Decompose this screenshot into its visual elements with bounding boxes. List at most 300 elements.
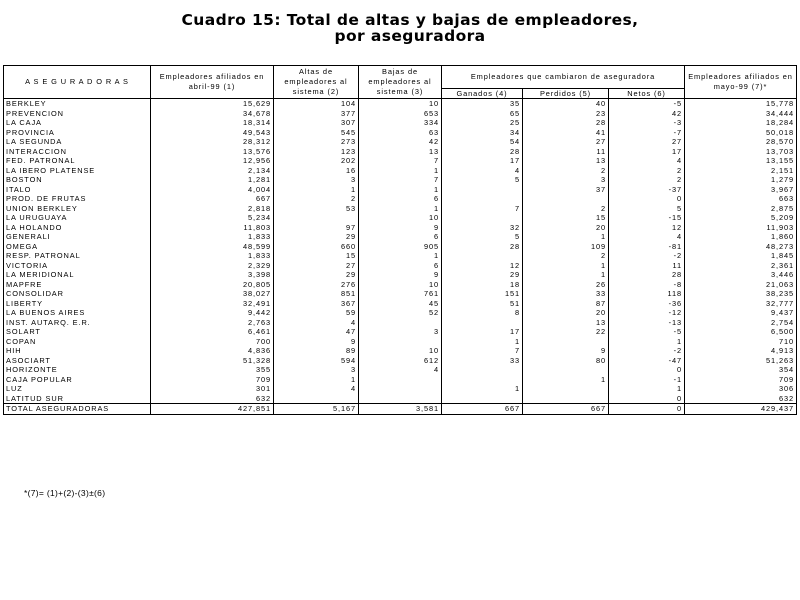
insurer-name-cell: LUZ [4,384,151,394]
value-cell: 2 [523,166,609,176]
value-cell: 3 [274,365,359,375]
insurer-name-cell: BOSTON [4,175,151,185]
value-cell: 38,235 [685,289,797,299]
value-cell: -5 [609,327,685,337]
value-cell: -13 [609,318,685,328]
total-row [4,404,797,415]
value-cell: 21,063 [685,280,797,290]
value-cell: 1 [523,270,609,280]
value-cell: 25 [442,118,523,128]
value-cell: 1,279 [685,175,797,185]
value-cell: 37 [523,185,609,195]
table-body [4,99,797,415]
value-cell: 16 [274,166,359,176]
header-col2: Altas de empleadores al sistema (2) [274,66,359,99]
insurer-name-cell: LA SEGUNDA [4,137,151,147]
value-cell: 6 [359,232,442,242]
value-cell: 2 [609,166,685,176]
value-cell: 18 [442,280,523,290]
value-cell: 11,903 [685,223,797,233]
table-row [4,289,797,299]
value-cell: 34 [442,128,523,138]
value-cell: 3 [359,327,442,337]
header-col3: Bajas de empleadores al sistema (3) [359,66,442,99]
value-cell: 13,576 [151,147,274,157]
insurer-name-cell: HORIZONTE [4,365,151,375]
value-cell: 3,967 [685,185,797,195]
insurer-name-cell: PREVENCION [4,109,151,119]
value-cell: 17 [442,327,523,337]
value-cell: 29 [442,270,523,280]
table-row [4,346,797,356]
header-perdidos: Perdidos (5) [523,89,609,99]
table-row [4,109,797,119]
value-cell: 20 [523,223,609,233]
value-cell: -36 [609,299,685,309]
value-cell: 2 [609,175,685,185]
table-row [4,99,797,109]
table-row [4,327,797,337]
value-cell: 28 [442,242,523,252]
value-cell: 1 [609,337,685,347]
value-cell: 276 [274,280,359,290]
value-cell: 1 [442,337,523,347]
value-cell: -8 [609,280,685,290]
value-cell: -37 [609,185,685,195]
value-cell [274,213,359,223]
value-cell: 13,155 [685,156,797,166]
value-cell [442,194,523,204]
value-cell [523,194,609,204]
value-cell: 13 [523,156,609,166]
value-cell: 11,803 [151,223,274,233]
value-cell: 3,446 [685,270,797,280]
value-cell [523,394,609,404]
value-cell: 65 [442,109,523,119]
value-cell: 35 [442,99,523,109]
data-table [3,65,797,415]
table-row [4,185,797,195]
value-cell: 51,263 [685,356,797,366]
value-cell [442,213,523,223]
value-cell: 49,543 [151,128,274,138]
value-cell: 1 [442,384,523,394]
value-cell: 4 [609,232,685,242]
table-row [4,242,797,252]
value-cell: 34,444 [685,109,797,119]
value-cell: 612 [359,356,442,366]
insurer-name-cell: LA URUGUAYA [4,213,151,223]
value-cell: 1 [274,375,359,385]
value-cell: 50,018 [685,128,797,138]
table-row [4,308,797,318]
value-cell: 1 [359,204,442,214]
value-cell: 11 [609,261,685,271]
value-cell: 27 [523,137,609,147]
value-cell: 28,312 [151,137,274,147]
value-cell: 429,437 [685,404,797,415]
value-cell: 7 [359,175,442,185]
value-cell [359,375,442,385]
value-cell: 427,851 [151,404,274,415]
value-cell: 7 [442,346,523,356]
value-cell: 42 [609,109,685,119]
insurer-name-cell: INTERACCION [4,147,151,157]
value-cell: 7 [442,204,523,214]
value-cell: 1 [523,375,609,385]
insurer-name-cell: UNION BERKLEY [4,204,151,214]
value-cell: 5,234 [151,213,274,223]
value-cell: 20,805 [151,280,274,290]
value-cell: 6 [359,194,442,204]
value-cell: 1,833 [151,251,274,261]
value-cell: 42 [359,137,442,147]
value-cell: -2 [609,346,685,356]
insurer-name-cell: LA CAJA [4,118,151,128]
value-cell: 2 [274,194,359,204]
value-cell: -81 [609,242,685,252]
insurer-name-cell: RESP. PATRONAL [4,251,151,261]
value-cell: 10 [359,213,442,223]
table-row [4,118,797,128]
insurer-name-cell: COPAN [4,337,151,347]
value-cell: 11 [523,147,609,157]
value-cell: 104 [274,99,359,109]
insurer-name-cell: LA BUENOS AIRES [4,308,151,318]
value-cell: 709 [151,375,274,385]
table-row [4,175,797,185]
value-cell: 4 [442,166,523,176]
value-cell: 700 [151,337,274,347]
value-cell [274,394,359,404]
value-cell: 9,442 [151,308,274,318]
value-cell [523,384,609,394]
value-cell: 15 [523,213,609,223]
value-cell: 761 [359,289,442,299]
value-cell [523,365,609,375]
value-cell: 63 [359,128,442,138]
page-title [0,12,800,44]
table-row [4,261,797,271]
value-cell: 663 [685,194,797,204]
value-cell: 29 [274,270,359,280]
value-cell: 3,581 [359,404,442,415]
value-cell: 33 [523,289,609,299]
header-col7: Empleadores afiliados en mayo-99 (7)* [685,66,797,99]
value-cell: 367 [274,299,359,309]
insurer-name-cell: LA IBERO PLATENSE [4,166,151,176]
value-cell: 32 [442,223,523,233]
value-cell: 4 [609,156,685,166]
value-cell: 2,329 [151,261,274,271]
table-row [4,194,797,204]
table-row [4,232,797,242]
value-cell: 9,437 [685,308,797,318]
insurer-name-cell: INST. AUTARQ. E.R. [4,318,151,328]
value-cell: -12 [609,308,685,318]
table-row [4,365,797,375]
value-cell: 355 [151,365,274,375]
insurer-name-cell: LATITUD SUR [4,394,151,404]
value-cell: 301 [151,384,274,394]
value-cell: -7 [609,128,685,138]
value-cell [442,251,523,261]
insurer-name-cell: CONSOLIDAR [4,289,151,299]
header-group-cambiaron: Empleadores que cambiaron de aseguradora [442,66,685,89]
value-cell [359,394,442,404]
value-cell: 905 [359,242,442,252]
value-cell: 1,833 [151,232,274,242]
value-cell: 9 [274,337,359,347]
value-cell: 29 [274,232,359,242]
table-row [4,356,797,366]
value-cell: -2 [609,251,685,261]
table-row [4,337,797,347]
insurer-name-cell: MAPFRE [4,280,151,290]
value-cell: 2,763 [151,318,274,328]
value-cell: 123 [274,147,359,157]
value-cell: 377 [274,109,359,119]
value-cell: 45 [359,299,442,309]
value-cell: 1 [523,232,609,242]
value-cell: 334 [359,118,442,128]
value-cell: 0 [609,394,685,404]
value-cell: 87 [523,299,609,309]
value-cell: 13 [359,147,442,157]
value-cell: 118 [609,289,685,299]
table-row [4,384,797,394]
value-cell: 109 [523,242,609,252]
insurer-name-cell: LIBERTY [4,299,151,309]
header-netos: Netos (6) [609,89,685,99]
value-cell: 23 [523,109,609,119]
value-cell: 9 [359,223,442,233]
value-cell [442,185,523,195]
value-cell: 710 [685,337,797,347]
value-cell: 32,777 [685,299,797,309]
value-cell: 1 [274,185,359,195]
header-col1: Empleadores afiliados en abril-99 (1) [151,66,274,99]
title-line-1: Cuadro 15: Total de altas y bajas de empleadores, [181,11,639,29]
value-cell: 3 [523,175,609,185]
table-row [4,213,797,223]
value-cell: 5,209 [685,213,797,223]
value-cell [359,318,442,328]
header-aseguradoras: A S E G U R A D O R A S [4,66,151,99]
value-cell: 851 [274,289,359,299]
value-cell: 1 [609,384,685,394]
table-row [4,166,797,176]
value-cell: 0 [609,365,685,375]
value-cell: 4 [359,365,442,375]
insurer-name-cell: PROD. DE FRUTAS [4,194,151,204]
value-cell: 17 [442,156,523,166]
value-cell [359,337,442,347]
insurer-name-cell: SOLART [4,327,151,337]
value-cell: 2,754 [685,318,797,328]
value-cell: 12 [609,223,685,233]
value-cell [442,365,523,375]
value-cell: 28 [609,270,685,280]
insurer-name-cell: OMEGA [4,242,151,252]
value-cell: 660 [274,242,359,252]
value-cell: 41 [523,128,609,138]
value-cell: 2,361 [685,261,797,271]
value-cell: 4 [274,318,359,328]
value-cell: 2,818 [151,204,274,214]
insurer-name-cell: ASOCIART [4,356,151,366]
value-cell: 6,461 [151,327,274,337]
insurer-name-cell: GENERALI [4,232,151,242]
value-cell: 6 [359,261,442,271]
value-cell: 54 [442,137,523,147]
value-cell: 15,629 [151,99,274,109]
value-cell [442,318,523,328]
insurer-name-cell: VICTORIA [4,261,151,271]
insurer-name-cell: LA HOLANDO [4,223,151,233]
value-cell: 10 [359,280,442,290]
value-cell: 709 [685,375,797,385]
value-cell: -15 [609,213,685,223]
table-row [4,128,797,138]
value-cell: 28,570 [685,137,797,147]
value-cell: 28 [442,147,523,157]
value-cell: 273 [274,137,359,147]
value-cell: 59 [274,308,359,318]
value-cell: 0 [609,404,685,415]
value-cell: 40 [523,99,609,109]
value-cell: 3 [274,175,359,185]
header-ganados: Ganados (4) [442,89,523,99]
insurer-name-cell: BERKLEY [4,99,151,109]
value-cell: 632 [151,394,274,404]
footnote: *(7)= (1)+(2)-(3)±(6) [24,488,106,498]
value-cell: 667 [151,194,274,204]
value-cell: 151 [442,289,523,299]
table-row [4,251,797,261]
value-cell: 307 [274,118,359,128]
value-cell: 15 [274,251,359,261]
value-cell: 1 [359,185,442,195]
value-cell: 667 [523,404,609,415]
value-cell: 53 [274,204,359,214]
value-cell: 1,845 [685,251,797,261]
value-cell: 51,328 [151,356,274,366]
value-cell: 48,599 [151,242,274,252]
insurer-name-cell: PROVINCIA [4,128,151,138]
value-cell: 18,284 [685,118,797,128]
value-cell: 2,875 [685,204,797,214]
value-cell [442,375,523,385]
value-cell: 2,134 [151,166,274,176]
value-cell: 0 [609,194,685,204]
table-row [4,280,797,290]
value-cell: 80 [523,356,609,366]
value-cell: 5 [442,232,523,242]
table-row [4,394,797,404]
value-cell: 1 [359,166,442,176]
value-cell: -47 [609,356,685,366]
value-cell [442,394,523,404]
value-cell: 18,314 [151,118,274,128]
value-cell: 653 [359,109,442,119]
value-cell: 27 [274,261,359,271]
value-cell: 38,027 [151,289,274,299]
value-cell: 5,167 [274,404,359,415]
value-cell: 632 [685,394,797,404]
value-cell: 2 [523,251,609,261]
value-cell: 545 [274,128,359,138]
table-row [4,318,797,328]
insurer-name-cell: HIH [4,346,151,356]
value-cell: 33 [442,356,523,366]
value-cell: 20 [523,308,609,318]
table-row [4,223,797,233]
insurer-name-cell: CAJA POPULAR [4,375,151,385]
value-cell: 4 [274,384,359,394]
title-line-2: por aseguradora [334,27,486,45]
table-row [4,270,797,280]
value-cell: 15,778 [685,99,797,109]
value-cell: 13,703 [685,147,797,157]
value-cell: 4,836 [151,346,274,356]
insurer-name-cell: FED. PATRONAL [4,156,151,166]
value-cell: 10 [359,346,442,356]
value-cell: 32,491 [151,299,274,309]
value-cell: 1,860 [685,232,797,242]
value-cell: -1 [609,375,685,385]
value-cell: 1,281 [151,175,274,185]
value-cell: 13 [523,318,609,328]
table-row [4,375,797,385]
value-cell: 5 [442,175,523,185]
value-cell: 667 [442,404,523,415]
insurer-name-cell: TOTAL ASEGURADORAS [4,404,151,415]
value-cell: 354 [685,365,797,375]
value-cell [359,384,442,394]
insurer-name-cell: ITALO [4,185,151,195]
value-cell: 51 [442,299,523,309]
value-cell: 97 [274,223,359,233]
value-cell: 594 [274,356,359,366]
value-cell [523,337,609,347]
value-cell: 5 [609,204,685,214]
value-cell: 22 [523,327,609,337]
value-cell: 7 [359,156,442,166]
value-cell: -5 [609,99,685,109]
value-cell: 12 [442,261,523,271]
insurer-name-cell: LA MERIDIONAL [4,270,151,280]
value-cell: 12,956 [151,156,274,166]
value-cell: 47 [274,327,359,337]
value-cell: 26 [523,280,609,290]
value-cell: 1 [523,261,609,271]
value-cell: 9 [359,270,442,280]
value-cell: 8 [442,308,523,318]
value-cell: 1 [359,251,442,261]
table-row [4,147,797,157]
table-row [4,156,797,166]
value-cell: 27 [609,137,685,147]
table-row [4,299,797,309]
value-cell: 3,398 [151,270,274,280]
table-row [4,204,797,214]
value-cell: 4,913 [685,346,797,356]
value-cell: 4,004 [151,185,274,195]
value-cell: 9 [523,346,609,356]
value-cell: 10 [359,99,442,109]
value-cell: 2,151 [685,166,797,176]
